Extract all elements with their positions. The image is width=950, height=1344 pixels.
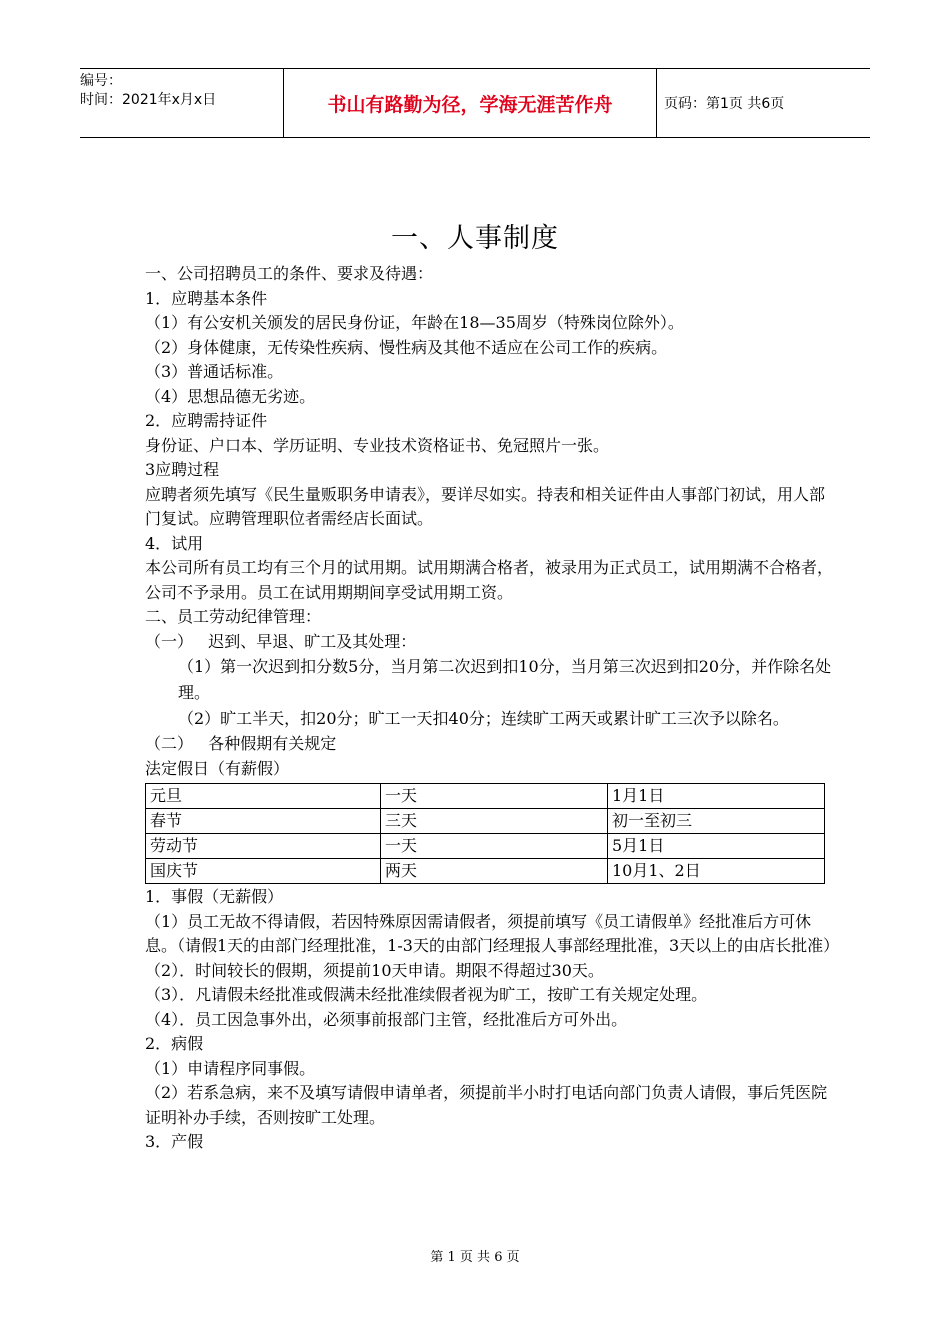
page-footer: 第 1 页 共 6 页 bbox=[430, 1250, 520, 1265]
subsection-heading: （一） 迟到、早退、旷工及其处理： bbox=[145, 631, 417, 651]
paragraph: （1）员工无故不得请假，若因特殊原因需请假者，须提前填写《员工请假单》经批准后方可休息。（请假1天的由部门经理批准，1-3天的由部门经理报人事部经理批准，3天以上的由店长批准） bbox=[145, 911, 840, 955]
header-meta bbox=[80, 69, 283, 140]
holiday-table bbox=[145, 783, 825, 884]
paragraph: （1）有公安机关颁发的居民身份证，年龄在18—35周岁（特殊岗位除外）。 bbox=[145, 313, 684, 332]
subsection-heading: 1．事假（无薪假） bbox=[145, 887, 284, 906]
table-row bbox=[146, 784, 825, 809]
paragraph: （3）．凡请假未经批准或假满未经批准续假者视为旷工，按旷工有关规定处理。 bbox=[145, 985, 708, 1004]
table-cell: 劳动节 bbox=[146, 834, 381, 859]
table-cell: 10月1、2日 bbox=[608, 859, 825, 884]
subsection-heading: 2．应聘需持证件 bbox=[145, 411, 268, 430]
paragraph: （2）旷工半天，扣20分；旷工一天扣40分；连续旷工两天或累计旷工三次予以除名。 bbox=[178, 709, 789, 728]
paragraph: （2）．时间较长的假期，须提前10天申请。期限不得超过30天。 bbox=[145, 960, 604, 980]
page-title: 一、人事制度 bbox=[391, 223, 559, 254]
paragraph: 应聘者须先填写《民生量贩职务申请表》，要详尽如实。持表和相关证件由人事部门初试，用人部门复试。应聘管理职位者需经店长面试。 bbox=[145, 484, 826, 528]
table-cell: 初一至初三 bbox=[608, 809, 825, 834]
subsection-heading: 3应聘过程 bbox=[145, 460, 220, 479]
table-cell: 一天 bbox=[381, 834, 608, 859]
subsection-heading: 4．试用 bbox=[145, 533, 204, 553]
section-heading: 二、员工劳动纪律管理： bbox=[145, 607, 322, 626]
subsection-heading: （二） 各种假期有关规定 bbox=[145, 734, 337, 753]
document-header bbox=[80, 68, 870, 138]
table-cell: 元旦 bbox=[146, 784, 381, 809]
table-cell: 一天 bbox=[381, 784, 608, 809]
table-row bbox=[146, 859, 825, 884]
paragraph: （2）若系急病，来不及填写请假申请单者，须提前半小时打电话向部门负责人请假，事后凭医院证明补办手续，否则按旷工处理。 bbox=[145, 1083, 828, 1127]
section-heading: 一、公司招聘员工的条件、要求及待遇： bbox=[145, 264, 434, 283]
subsection-heading: 2．病假 bbox=[145, 1034, 204, 1053]
subsection-heading: 1．应聘基本条件 bbox=[145, 288, 268, 308]
header-page-info: 页码：第1页 共6页 bbox=[664, 96, 785, 112]
table-row bbox=[146, 834, 825, 859]
paragraph: （4）．员工因急事外出，必须事前报部门主管，经批准后方可外出。 bbox=[145, 1009, 628, 1029]
paragraph: （2）身体健康，无传染性疾病、慢性病及其他不适应在公司工作的疾病。 bbox=[145, 337, 668, 357]
table-cell: 国庆节 bbox=[146, 859, 381, 884]
table-cell: 春节 bbox=[146, 809, 381, 834]
paragraph: 本公司所有员工均有三个月的试用期。试用期满合格者，被录用为正式员工，试用期满不合格者，公司不予录用。员工在试用期期间享受试用期工资。 bbox=[145, 558, 834, 602]
table-caption: 法定假日（有薪假） bbox=[145, 758, 290, 778]
header-motto: 书山有路勤为径，学海无涯苦作舟 bbox=[283, 69, 657, 137]
subsection-heading: 3．产假 bbox=[145, 1132, 204, 1151]
document-body bbox=[145, 262, 840, 1155]
time-label: 时间：2021年x月x日 bbox=[80, 92, 217, 108]
table-cell: 三天 bbox=[381, 809, 608, 834]
paragraph: （1）申请程序同事假。 bbox=[145, 1058, 316, 1078]
paragraph: （1）第一次迟到扣分数5分，当月第二次迟到扣10分，当月第三次迟到扣20分，并作除名处理。 bbox=[178, 657, 832, 702]
paragraph: （3）普通话标准。 bbox=[145, 362, 284, 381]
table-row bbox=[146, 809, 825, 834]
paragraph: （4）思想品德无劣迹。 bbox=[145, 386, 316, 406]
table-cell: 5月1日 bbox=[608, 834, 825, 859]
number-label: 编号： bbox=[80, 73, 122, 89]
table-cell: 两天 bbox=[381, 859, 608, 884]
paragraph: 身份证、户口本、学历证明、专业技术资格证书、免冠照片一张。 bbox=[145, 435, 610, 455]
table-cell: 1月1日 bbox=[608, 784, 825, 809]
